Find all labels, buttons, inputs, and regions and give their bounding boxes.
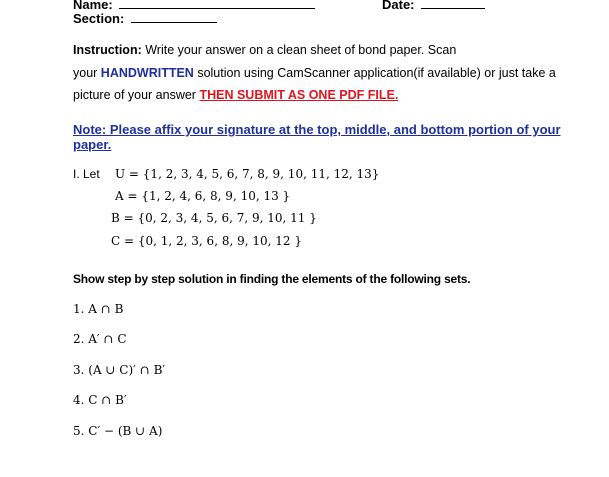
section-row: [73, 12, 217, 26]
instruction-line-1: [73, 43, 456, 57]
submit-emphasis: THEN SUBMIT AS ONE PDF FILE.: [199, 88, 399, 102]
task-instruction: Show step by step solution in finding the elements of the following sets.: [73, 272, 471, 286]
name-label: Name:: [73, 0, 113, 12]
date-blank: [421, 0, 485, 9]
instruction-text-2a: your: [73, 66, 101, 80]
date-row: [382, 0, 485, 12]
problem-item: 5. C′ − (B ∪ A): [73, 424, 163, 438]
instruction-text-2b: solution using CamScanner application(if available) or just take a: [193, 66, 556, 80]
problem-item: 1. A ∩ B: [73, 302, 124, 316]
instruction-line-3: [73, 88, 398, 102]
let-label: I. Let: [73, 167, 100, 181]
set-b: B = {0, 2, 3, 4, 5, 6, 7, 9, 10, 11 }: [111, 211, 317, 225]
section-blank: [131, 12, 217, 23]
set-u: U = {1, 2, 3, 4, 5, 6, 7, 8, 9, 10, 11, 12, 13}: [115, 167, 380, 181]
date-label: Date:: [382, 0, 415, 12]
problem-item: 3. (A ∪ C)′ ∩ B′: [73, 363, 166, 377]
signature-note: Note: Please affix your signature at the top, middle, and bottom portion of your paper.: [73, 122, 561, 152]
problem-item: 4. C ∩ B′: [73, 393, 127, 407]
instruction-line-2: [73, 66, 556, 80]
instruction-text-1: Write your answer on a clean sheet of bond paper. Scan: [141, 43, 457, 57]
section-label: Section:: [73, 11, 125, 26]
set-c: C = {0, 1, 2, 3, 6, 8, 9, 10, 12 }: [111, 234, 302, 248]
instruction-heading: Instruction:: [73, 43, 142, 57]
problem-item: 2. A′ ∩ C: [73, 332, 127, 346]
handwritten-emphasis: HANDWRITTEN: [100, 66, 194, 80]
instruction-text-3a: picture of your answer: [73, 88, 200, 102]
set-a: A = {1, 2, 4, 6, 8, 9, 10, 13 }: [115, 189, 291, 203]
name-blank: [119, 0, 315, 9]
